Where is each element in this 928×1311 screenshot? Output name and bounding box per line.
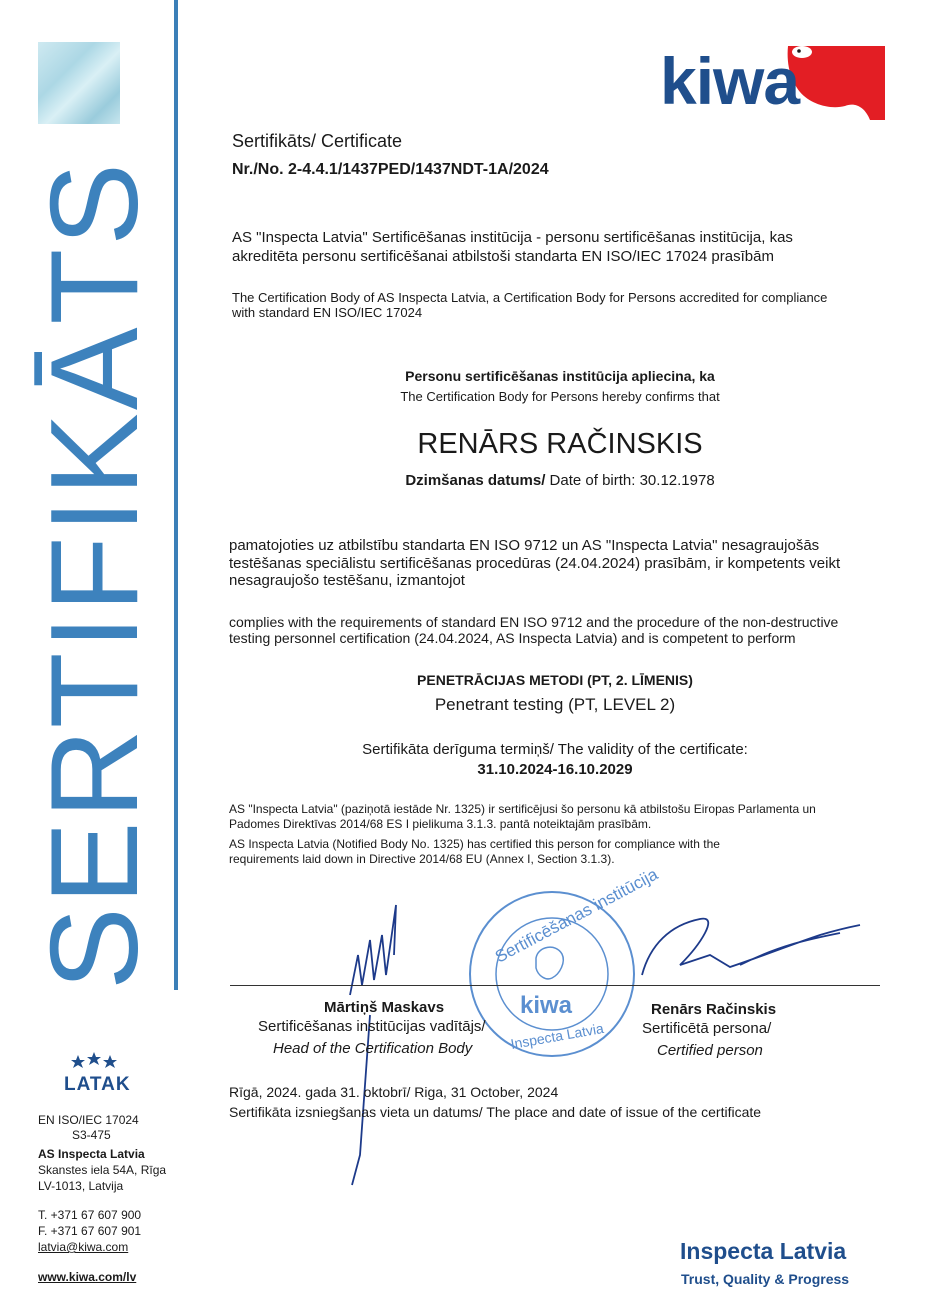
stamp-bottom-text: Inspecta Latvia xyxy=(509,1019,605,1053)
basis-lv-line-2: testēšanas speciālistu sertificēšanas procedūras (24.04.2024) prasībām, ir kompetents veikt xyxy=(229,555,841,572)
stamp-center-text: kiwa xyxy=(520,992,573,1019)
sidebar-divider-line xyxy=(174,0,178,990)
latak-logo-text: LATAK xyxy=(64,1074,131,1095)
latak-logo xyxy=(58,1052,130,1102)
address-line-2: LV-1013, Latvija xyxy=(38,1179,124,1193)
certification-stamp xyxy=(466,864,662,1060)
validity-label: Sertifikāta derīguma termiņš/ The validity of the certificate: xyxy=(362,741,748,758)
notified-lv-line-2: Padomes Direktīvas 2014/68 ES I pielikuma 3.1.3. pantā noteiktajām prasībām. xyxy=(229,817,652,831)
company-name: AS Inspecta Latvia xyxy=(38,1147,145,1161)
person-role-en: Certified person xyxy=(657,1042,763,1059)
person-name-signature: Renārs Račinskis xyxy=(651,1001,777,1018)
validity-dates: 31.10.2024-16.10.2029 xyxy=(477,761,633,778)
basis-en-line-2: testing personnel certification (24.04.2024, AS Inspecta Latvia) and is competent to perform xyxy=(229,630,796,646)
head-name: Mārtiņš Maskavs xyxy=(324,999,445,1016)
kiwa-logo-text: kiwa xyxy=(660,44,800,118)
signature-line xyxy=(230,985,880,986)
intro-en-line-2: with standard EN ISO/IEC 17024 xyxy=(232,305,423,320)
person-signature xyxy=(640,905,870,985)
intro-lv-line-1: AS "Inspecta Latvia" Sertificēšanas institūcija - personu sertificēšanas institūcija, kas xyxy=(232,229,793,246)
address-line-1: Skanstes iela 54A, Rīga xyxy=(38,1163,167,1177)
kiwa-logo xyxy=(660,42,885,120)
certificate-title: Sertifikāts/ Certificate xyxy=(232,131,403,151)
dob-label-lv: Dzimšanas datums/ xyxy=(405,472,546,489)
basis-lv-line-1: pamatojoties uz atbilstību standarta EN ISO 9712 un AS "Inspecta Latvia" nesagraujošās xyxy=(229,537,820,554)
accreditation-code: S3-475 xyxy=(72,1128,111,1142)
certificate-number: Nr./No. 2-4.4.1/1437PED/1437NDT-1A/2024 xyxy=(232,161,549,178)
date-of-birth xyxy=(300,472,820,489)
intro-en-line-1: The Certification Body of AS Inspecta Latvia, a Certification Body for Persons accredited for compliance xyxy=(232,290,828,305)
person-name: RENĀRS RAČINSKIS xyxy=(417,428,703,460)
accreditation-standard: EN ISO/IEC 17024 xyxy=(38,1113,139,1127)
notified-lv-line-1: AS "Inspecta Latvia" (paziņotā iestāde Nr. 1325) ir sertificējusi šo personu kā atbilstošu Eiropas Parlamenta un xyxy=(229,802,816,816)
stamp-ring-text: Sertificēšanas institūcija xyxy=(491,864,662,967)
phone: T. +371 67 607 900 xyxy=(38,1208,142,1222)
issue-place-date: Rīgā, 2024. gada 31. oktobrī/ Riga, 31 October, 2024 xyxy=(229,1084,559,1100)
basis-lv-line-3: nesagraujošo testēšanu, izmantojot xyxy=(229,572,465,589)
method-en: Penetrant testing (PT, LEVEL 2) xyxy=(434,695,676,714)
person-role-lv: Sertificētā persona/ xyxy=(642,1020,772,1037)
issue-caption: Sertifikāta izsniegšanas vieta un datums/ The place and date of issue of the certificate xyxy=(229,1104,762,1120)
method-lv: PENETRĀCIJAS METODI (PT, 2. LĪMENIS) xyxy=(417,672,693,688)
head-role-lv: Sertificēšanas institūcijas vadītājs/ xyxy=(258,1018,486,1035)
email-link[interactable]: latvia@kiwa.com xyxy=(38,1240,129,1254)
fax: F. +371 67 607 901 xyxy=(38,1224,142,1238)
sidebar-certificate-word: SERTIFIKĀTS xyxy=(26,160,164,990)
confirm-en: The Certification Body for Persons hereby confirms that xyxy=(400,389,720,404)
notified-en-line-2: requirements laid down in Directive 2014/68 EU (Annex I, Section 3.1.3). xyxy=(229,852,615,866)
dob-label-en: Date of birth: 30.12.1978 xyxy=(549,472,715,489)
website-link[interactable]: www.kiwa.com/lv xyxy=(38,1270,137,1284)
confirm-lv: Personu sertificēšanas institūcija apliecina, ka xyxy=(405,368,715,384)
intro-lv-line-2: akreditēta personu sertificēšanai atbilstoši standarta EN ISO/IEC 17024 prasībām xyxy=(232,248,774,265)
notified-en-line-1: AS Inspecta Latvia (Notified Body No. 1325) has certified this person for compliance with the xyxy=(229,837,720,851)
head-role-en: Head of the Certification Body xyxy=(273,1040,473,1057)
basis-en-line-1: complies with the requirements of standard EN ISO 9712 and the procedure of the non-destructive xyxy=(229,614,839,630)
footer-brand-name: Inspecta Latvia xyxy=(680,1238,847,1264)
footer-tagline: Trust, Quality & Progress xyxy=(681,1271,850,1287)
